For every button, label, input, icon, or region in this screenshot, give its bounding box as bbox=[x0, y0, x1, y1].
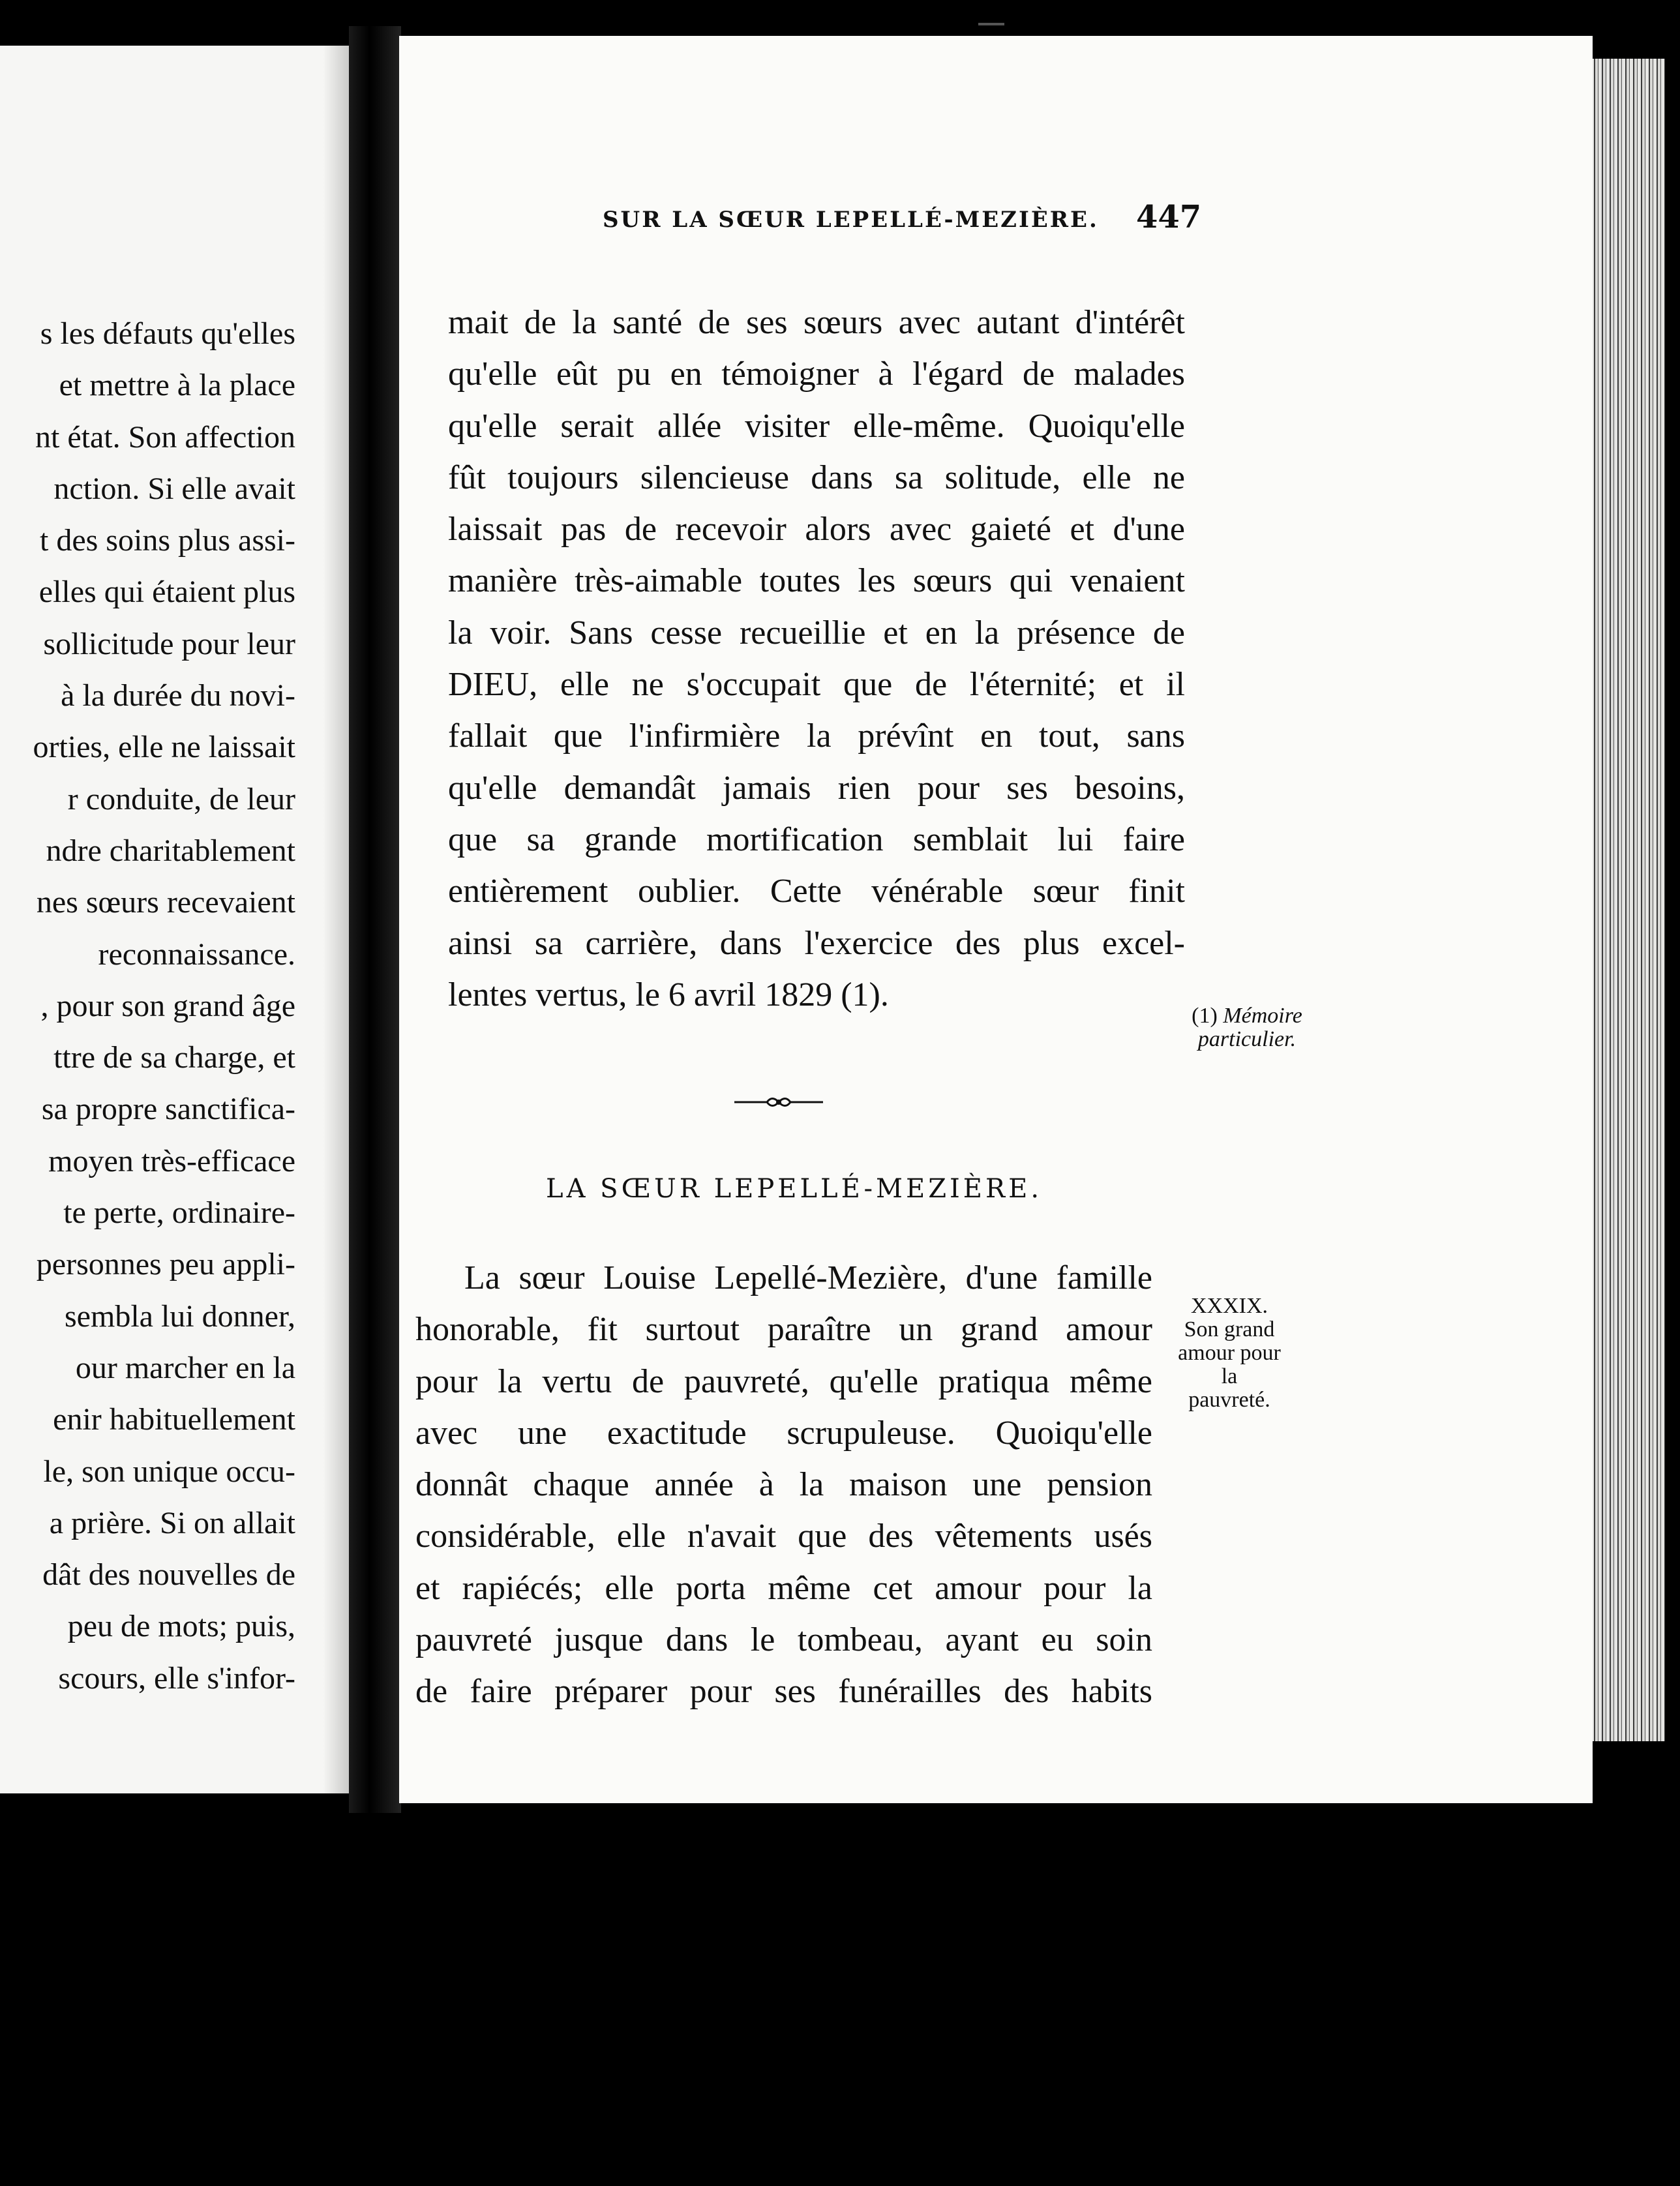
running-head: SUR LA SŒUR LEPELLÉ-MEZIÈRE. bbox=[603, 207, 1099, 233]
footnote-margin-note bbox=[1172, 1004, 1322, 1051]
side-note-line: la bbox=[1221, 1364, 1238, 1388]
text-line: que sa grande mortification semblait lui faire bbox=[448, 820, 1185, 858]
text-line: te perte, ordinaire- bbox=[63, 1195, 295, 1231]
text-line: entièrement oublier. Cette vénérable sœur finit bbox=[448, 873, 1185, 910]
side-note-line: Son grand bbox=[1184, 1317, 1275, 1341]
text-line: nt état. Son affection bbox=[35, 419, 295, 455]
text-line: r conduite, de leur bbox=[67, 781, 295, 816]
text-line: a prière. Si on allait bbox=[49, 1505, 295, 1540]
footnote-marker: (1) bbox=[1192, 1004, 1218, 1028]
text-line: la voir. Sans cesse recueillie et en la présence de bbox=[448, 614, 1185, 651]
text-line: qu'elle serait allée visiter elle-même. Quoiqu'elle bbox=[448, 407, 1185, 445]
text-line: sembla lui donner, bbox=[65, 1298, 295, 1334]
left-page-text bbox=[33, 308, 295, 1704]
paragraph-1 bbox=[448, 297, 1185, 1021]
text-line: peu de mots; puis, bbox=[67, 1609, 295, 1644]
text-line: et mettre à la place bbox=[59, 368, 295, 403]
text-line: sollicitude pour leur bbox=[43, 626, 295, 661]
text-line: fallait que l'infirmière la prévînt en tout, sans bbox=[448, 717, 1185, 755]
text-line: qu'elle eût pu en témoigner à l'égard de malades bbox=[448, 355, 1185, 393]
text-line: pour la vertu de pauvreté, qu'elle pratiqua même bbox=[415, 1362, 1152, 1400]
text-line: orties, elle ne laissait bbox=[33, 730, 295, 765]
footnote-line-2: particulier. bbox=[1197, 1027, 1297, 1051]
text-line: considérable, elle n'avait que des vêtements usés bbox=[415, 1518, 1152, 1555]
text-line: , pour son grand âge bbox=[40, 988, 295, 1023]
side-note bbox=[1161, 1295, 1298, 1412]
text-line: honorable, fit surtout paraître un grand amour bbox=[415, 1311, 1152, 1349]
text-line: le, son unique occu- bbox=[43, 1454, 295, 1489]
text-line: La sœur Louise Lepellé-Mezière, d'une famille bbox=[464, 1259, 1152, 1296]
footnote-text: Mémoire bbox=[1223, 1004, 1302, 1028]
side-note-number: XXXIX. bbox=[1190, 1294, 1268, 1318]
paragraph-2 bbox=[415, 1252, 1152, 1718]
text-line: reconnaissance. bbox=[98, 936, 295, 972]
section-ornament bbox=[733, 1092, 824, 1112]
text-line: de faire préparer pour ses funérailles des habits bbox=[415, 1673, 1152, 1711]
text-line: t des soins plus assi- bbox=[39, 523, 295, 558]
section-title: LA SŒUR LEPELLÉ-MEZIÈRE. bbox=[546, 1174, 1043, 1204]
text-line: manière très-aimable toutes les sœurs qui venaient bbox=[448, 562, 1185, 600]
scan-speck bbox=[978, 23, 1004, 25]
text-line: lentes vertus, le 6 avril 1829 (1). bbox=[448, 976, 889, 1013]
text-line: et rapiécés; elle porta même cet amour pour la bbox=[415, 1569, 1152, 1607]
text-line: avec une exactitude scrupuleuse. Quoiqu'elle bbox=[415, 1414, 1152, 1452]
text-line: s les défauts qu'elles bbox=[40, 316, 295, 351]
text-line: sa propre sanctifica- bbox=[41, 1092, 295, 1127]
text-line: elles qui étaient plus bbox=[38, 575, 295, 610]
footnote-line-1 bbox=[1172, 1004, 1322, 1028]
text-line: donnât chaque année à la maison une pension bbox=[415, 1466, 1152, 1504]
left-page bbox=[0, 46, 349, 1793]
side-note-line: pauvreté. bbox=[1188, 1388, 1270, 1412]
right-page bbox=[399, 36, 1593, 1803]
text-line: à la durée du novi- bbox=[61, 678, 295, 713]
text-line: nes sœurs recevaient bbox=[36, 885, 295, 920]
text-line: moyen très-efficace bbox=[48, 1143, 295, 1178]
page-number: 447 bbox=[1136, 199, 1202, 235]
text-line: personnes peu appli- bbox=[36, 1247, 295, 1282]
text-line: qu'elle demandât jamais rien pour ses besoins, bbox=[448, 769, 1185, 807]
text-line: our marcher en la bbox=[75, 1350, 295, 1385]
text-line: enir habituellement bbox=[53, 1402, 295, 1437]
text-line: scours, elle s'infor- bbox=[58, 1660, 295, 1696]
book-gutter bbox=[349, 26, 401, 1813]
text-line: dât des nouvelles de bbox=[42, 1557, 295, 1593]
side-note-line: amour pour bbox=[1178, 1341, 1281, 1365]
text-line: mait de la santé de ses sœurs avec autant d'intérêt bbox=[448, 304, 1185, 341]
text-line: pauvreté jusque dans le tombeau, ayant eu soin bbox=[415, 1621, 1152, 1659]
text-line: ainsi sa carrière, dans l'exercice des plus excel- bbox=[448, 924, 1185, 962]
text-line: laissait pas de recevoir alors avec gaieté et d'une bbox=[448, 511, 1185, 548]
text-line: ndre charitablement bbox=[46, 833, 295, 868]
text-line: DIEU, elle ne s'occupait que de l'éternité; et il bbox=[448, 666, 1185, 704]
text-line: nction. Si elle avait bbox=[53, 471, 295, 506]
text-line: fût toujours silencieuse dans sa solitude, elle ne bbox=[448, 458, 1185, 496]
text-line: ttre de sa charge, et bbox=[53, 1040, 295, 1075]
gutter-shadow bbox=[323, 46, 349, 1793]
